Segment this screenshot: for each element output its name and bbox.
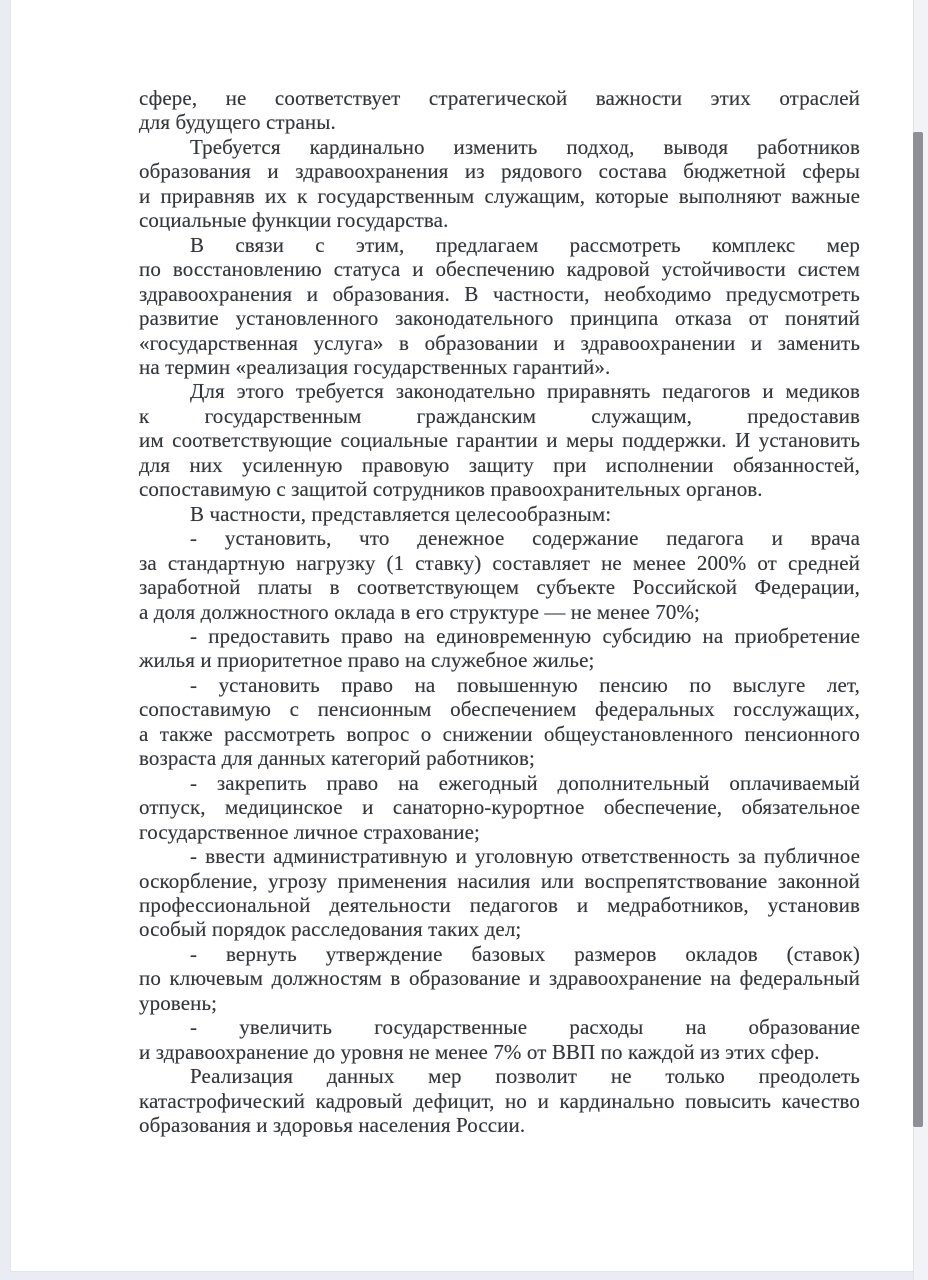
text-line: и здравоохранение до уровня не менее 7% от ВВП по каждой из этих сфер. [139,1039,820,1064]
text-line: - установить, что денежное содержание педагога и врача [190,526,860,551]
text-line: на термин «реализация государственных гарантий». [139,354,611,379]
text-line: социальные функции государства. [139,208,449,233]
text-line: - вернуть утверждение базовых размеров окладов (ставок) [190,941,860,966]
text-line: - закрепить право на ежегодный дополнительный оплачиваемый [190,770,860,795]
scrollbar-thumb[interactable] [913,132,923,1127]
text-line: государственное личное страхование; [139,819,480,844]
text-line: сфере, не соответствует стратегической важности этих отраслей [139,86,860,110]
text-line: им соответствующие социальные гарантии и меры поддержки. И установить [139,428,860,453]
text-line: для будущего страны. [139,110,336,135]
scrollbar-track[interactable] [913,0,928,1280]
text-line: - установить право на повышенную пенсию по выслуге лет, [190,672,860,697]
text-line: оскорбление, угрозу применения насилия или воспрепятствование законной [139,868,860,893]
text-line: особый порядок расследования таких дел; [139,917,522,942]
text-line: образования и здоровья населения России. [139,1113,526,1138]
text-line: В связи с этим, предлагаем рассмотреть комплекс мер [190,232,860,257]
text-line: а также рассмотреть вопрос о снижении общеустановленного пенсионного [139,721,860,746]
document-page [10,0,913,1272]
text-line: за стандартную нагрузку (1 ставку) составляет не менее 200% от средней [139,550,860,575]
text-line: - предоставить право на единовременную субсидию на приобретение [190,623,860,648]
text-line: Для этого требуется законодательно приравнять педагогов и медиков [190,379,860,404]
text-line: - ввести административную и уголовную ответственность за публичное [190,844,860,869]
text-line: жилья и приоритетное право на служебное жилье; [139,648,595,673]
text-line: возраста для данных категорий работников; [139,746,535,771]
text-line: катастрофический кадровый дефицит, но и кардинально повысить качество [139,1088,860,1113]
text-line: по ключевым должностям в образование и здравоохранение на федеральный [139,966,860,991]
text-line: а доля должностного оклада в его структуре — не менее 70%; [139,599,700,624]
text-line: образования и здравоохранения из рядового состава бюджетной сферы [139,159,860,184]
text-line: Требуется кардинально изменить подход, выводя работников [190,134,860,159]
text-line: к государственным гражданским служащим, предоставив [139,403,860,428]
text-line: - увеличить государственные расходы на образование [190,1015,860,1040]
text-line: заработной платы в соответствующем субъекте Российской Федерации, [139,575,860,600]
text-line: по восстановлению статуса и обеспечению кадровой устойчивости систем [139,257,860,282]
text-line: Реализация данных мер позволит не только преодолеть [190,1064,860,1089]
text-line: В частности, представляется целесообразным: [190,501,612,526]
text-line: и приравняв их к государственным служащим, которые выполняют важные [139,183,860,208]
text-line: развитие установленного законодательного принципа отказа от понятий [139,306,860,331]
text-line: профессиональной деятельности педагогов и медработников, установив [139,892,860,917]
text-line: здравоохранения и образования. В частности, необходимо предусмотреть [139,281,860,306]
text-line: отпуск, медицинское и санаторно-курортное обеспечение, обязательное [139,795,860,820]
document-text [10,0,860,1137]
text-line: сопоставимую с защитой сотрудников правоохранительных органов. [139,477,763,502]
text-line: «государственная услуга» в образовании и здравоохранении и заменить [139,330,860,355]
text-line: уровень; [139,990,218,1015]
text-line: для них усиленную правовую защиту при исполнении обязанностей, [139,452,860,477]
text-line: сопоставимую с пенсионным обеспечением федеральных госслужащих, [139,697,860,722]
